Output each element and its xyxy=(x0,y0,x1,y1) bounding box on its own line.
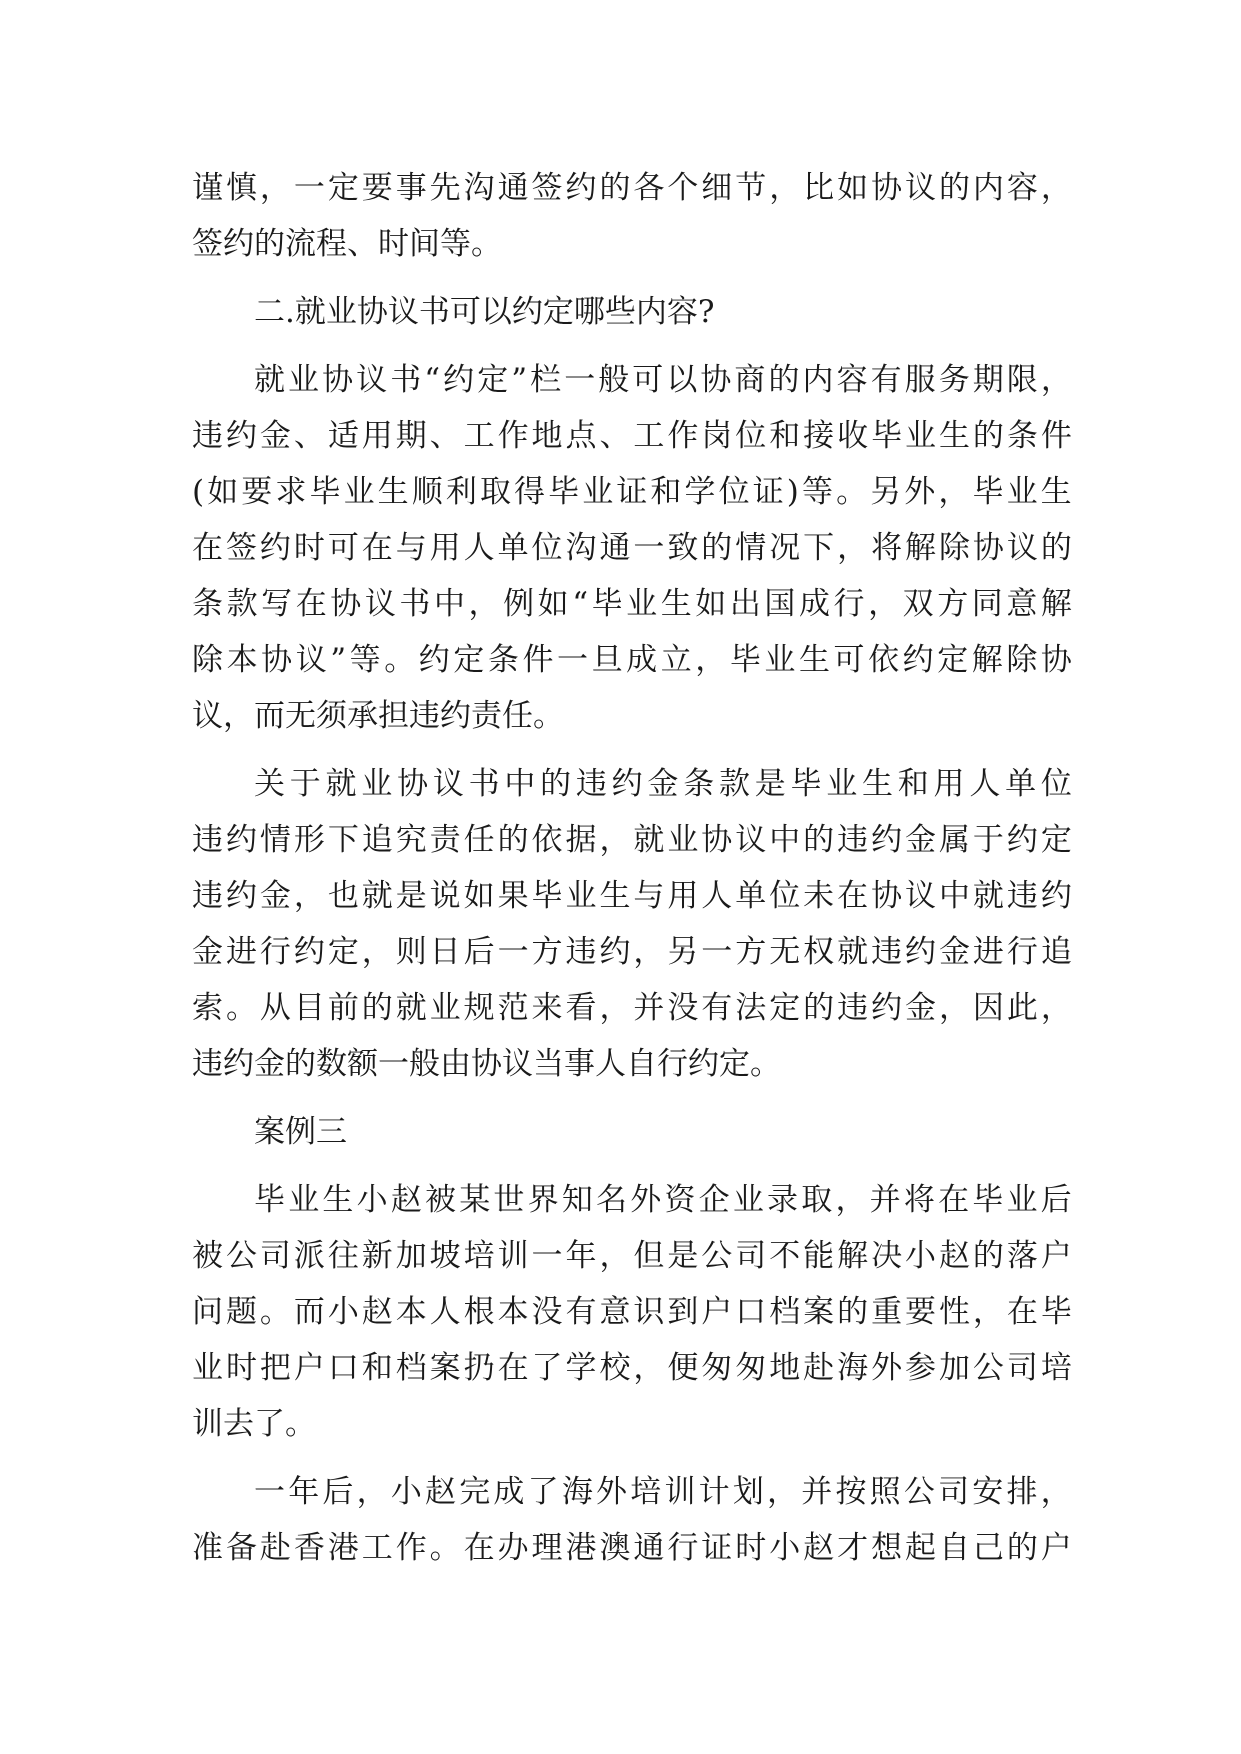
text-line: 问 题 。 而 小 赵 本 人 根 本 没 有 意 识 到 户 口 档 案 的 重 要 性 ， 在 毕 xyxy=(192,1294,1072,1330)
text-line: 毕 业 生 小 赵 被 某 世 界 知 名 外 资 企 业 录 取 ， 并 将 在 毕 业 后 xyxy=(254,1182,1072,1218)
text-line: 违 约 情 形 下 追 究 责 任 的 依 据 ， 就 业 协 议 中 的 违 约 金 属 于 约 定 xyxy=(192,822,1072,858)
text-line: 在 签 约 时 可 在 与 用 人 单 位 沟 通 一 致 的 情 况 下 ， 将 解 除 协 议 的 xyxy=(192,530,1072,566)
text-line: 谨 慎 ， 一 定 要 事 先 沟 通 签 约 的 各 个 细 节 ， 比 如 协 议 的 内 容 ， xyxy=(192,170,1072,206)
text-line: 案例三 xyxy=(254,1114,347,1150)
text-line: 训去了。 xyxy=(192,1406,316,1442)
text-line: 索 。 从 目 前 的 就 业 规 范 来 看 ， 并 没 有 法 定 的 违 约 金 ， 因 此 ， xyxy=(192,990,1072,1026)
paragraph-gap xyxy=(192,340,1072,352)
paragraph-gap xyxy=(192,1452,1072,1464)
text-line: 除 本 协 议 ” 等 。 约 定 条 件 一 旦 成 立 ， 毕 业 生 可 依 约 定 解 除 协 xyxy=(192,642,1072,678)
text-line: 议，而无须承担违约责任。 xyxy=(192,698,564,734)
text-line: ( 如 要 求 毕 业 生 顺 利 取 得 毕 业 证 和 学 位 证 ) 等 。 另 外 ， 毕 业 生 xyxy=(192,474,1072,510)
text-line: 准 备 赴 香 港 工 作 。 在 办 理 港 澳 通 行 证 时 小 赵 才 想 起 自 己 的 户 xyxy=(192,1530,1072,1566)
document-body xyxy=(192,160,1072,1576)
paragraph-gap xyxy=(192,744,1072,756)
text-line: 关 于 就 业 协 议 书 中 的 违 约 金 条 款 是 毕 业 生 和 用 人 单 位 xyxy=(254,766,1072,802)
paragraph-gap xyxy=(192,1160,1072,1172)
paragraph-gap xyxy=(192,272,1072,284)
text-line: 违 约 金 、 适 用 期 、 工 作 地 点 、 工 作 岗 位 和 接 收 毕 业 生 的 条 件 xyxy=(192,418,1072,454)
text-line: 金 进 行 约 定 ， 则 日 后 一 方 违 约 ， 另 一 方 无 权 就 违 约 金 进 行 追 xyxy=(192,934,1072,970)
text-line: 业 时 把 户 口 和 档 案 扔 在 了 学 校 ， 便 匆 匆 地 赴 海 外 参 加 公 司 培 xyxy=(192,1350,1072,1386)
text-line: 一 年 后 ， 小 赵 完 成 了 海 外 培 训 计 划 ， 并 按 照 公 司 安 排 ， xyxy=(254,1474,1072,1510)
text-line: 条 款 写 在 协 议 书 中 ， 例 如 “ 毕 业 生 如 出 国 成 行 ， 双 方 同 意 解 xyxy=(192,586,1072,622)
paragraph-gap xyxy=(192,1092,1072,1104)
text-line: 就 业 协 议 书 “ 约 定 ” 栏 一 般 可 以 协 商 的 内 容 有 服 务 期 限 ， xyxy=(254,362,1072,398)
text-line: 违约金的数额一般由协议当事人自行约定。 xyxy=(192,1046,781,1082)
text-line: 二.就业协议书可以约定哪些内容? xyxy=(254,294,715,330)
text-line: 签约的流程、时间等。 xyxy=(192,226,502,262)
text-line: 被 公 司 派 往 新 加 坡 培 训 一 年 ， 但 是 公 司 不 能 解 决 小 赵 的 落 户 xyxy=(192,1238,1072,1274)
text-line: 违 约 金 ， 也 就 是 说 如 果 毕 业 生 与 用 人 单 位 未 在 协 议 中 就 违 约 xyxy=(192,878,1072,914)
